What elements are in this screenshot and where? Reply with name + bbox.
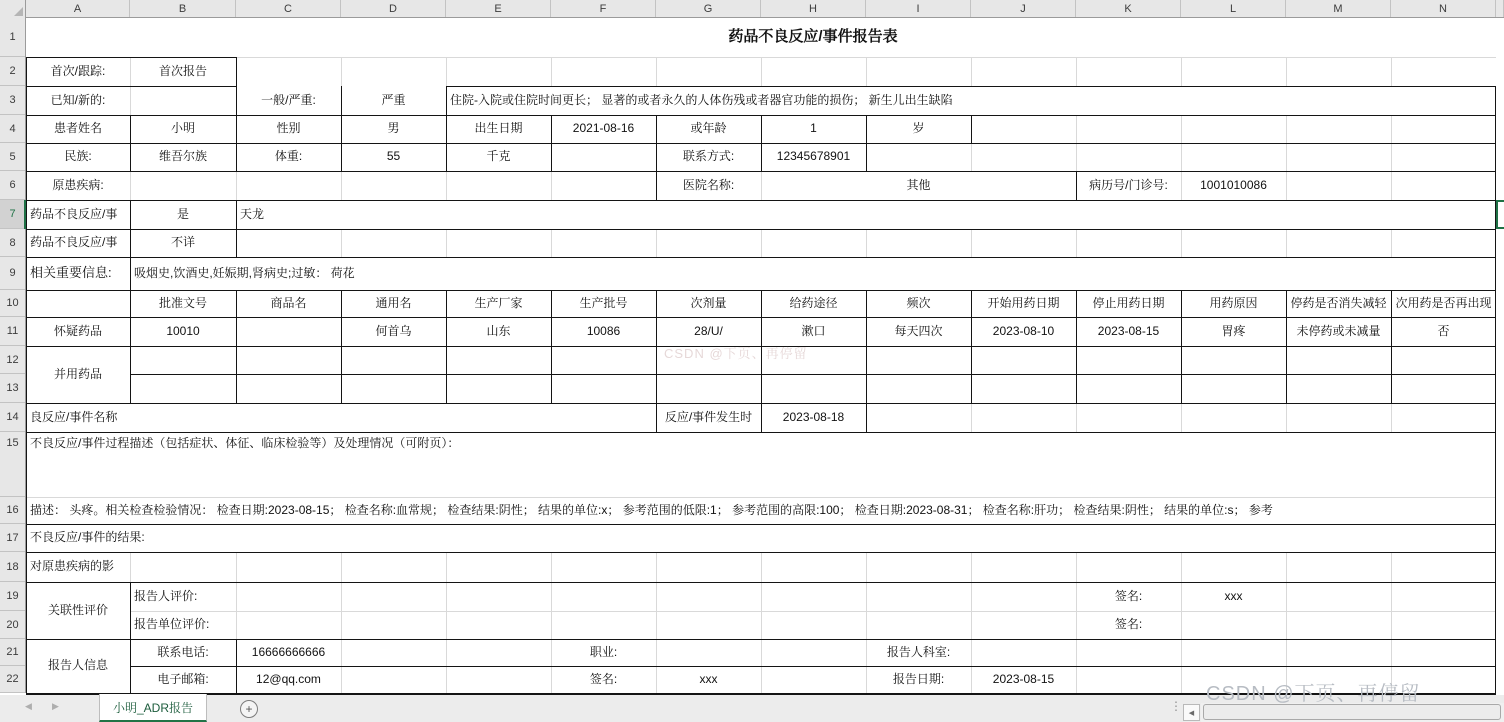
cell-b5-ethnic-value[interactable]: 维吾尔族	[158, 149, 207, 164]
grid-line	[1391, 403, 1392, 432]
cell-b7-adr-yes[interactable]: 是	[176, 206, 189, 221]
horizontal-scrollbar-thumb[interactable]	[1203, 704, 1501, 720]
cell-a9-important-info-label[interactable]: 相关重要信息:	[30, 265, 112, 281]
cell-g6-hospital-label[interactable]: 医院名称:	[682, 177, 735, 192]
cell-a18-original-disease-label[interactable]: 对原患疾病的影	[30, 559, 115, 574]
cell-g4-age-label[interactable]: 或年龄	[690, 121, 727, 136]
grid-line	[1076, 57, 1077, 86]
grid-line	[971, 229, 972, 257]
grid-line	[130, 86, 131, 115]
grid-line	[971, 403, 972, 432]
row-header-12[interactable]: 12	[0, 346, 25, 374]
row-header-1[interactable]: 1	[0, 18, 25, 57]
col-header-m[interactable]: M	[1286, 0, 1391, 17]
tab-splitter-handle[interactable]: ⋮	[1170, 699, 1182, 713]
cell-d10-header[interactable]: 通用名	[375, 295, 412, 310]
grid-line	[1181, 552, 1182, 582]
grid-line	[446, 57, 447, 86]
cell-r17-result-label[interactable]: 不良反应/事件的结果:	[30, 530, 145, 545]
cell-k6-record-label[interactable]: 病历号/门诊号:	[1089, 177, 1168, 192]
sheet-nav-prev-icon[interactable]: ◀	[25, 701, 32, 711]
cell-j22-report-date-value[interactable]: 2023-08-15	[992, 671, 1055, 686]
grid-line	[236, 171, 237, 200]
grid-line	[1391, 171, 1392, 200]
grid-line	[551, 171, 552, 200]
row-header-7-selected[interactable]: 7	[0, 200, 25, 229]
cell-c11-value[interactable]	[236, 317, 341, 346]
cell-e11-value[interactable]: 山东	[486, 323, 511, 338]
cell-f22-sign-label[interactable]: 签名:	[589, 671, 618, 686]
row-header-11[interactable]: 11	[0, 317, 25, 346]
grid-line	[341, 57, 342, 86]
cell-b21-phone-label[interactable]: 联系电话:	[157, 644, 209, 659]
col-header-n[interactable]: N	[1391, 0, 1496, 17]
cell-g22-sign-value[interactable]: xxx	[699, 671, 718, 686]
row-header-18[interactable]: 18	[0, 552, 25, 582]
selected-row-accent	[24, 200, 26, 229]
col-header-b[interactable]: B	[130, 0, 236, 17]
row-header-3[interactable]: 3	[0, 86, 25, 115]
col-header-g[interactable]: G	[656, 0, 761, 17]
cell-i4-age-unit[interactable]: 岁	[912, 121, 925, 136]
col-header-l[interactable]: L	[1181, 0, 1286, 17]
grid-line	[446, 552, 447, 582]
cell-a14-event-name-label[interactable]: 良反应/事件名称	[30, 409, 118, 424]
border-line	[130, 374, 1496, 375]
cell-j11-value[interactable]: 2023-08-10	[992, 323, 1055, 338]
row-header-14[interactable]: 14	[0, 403, 25, 432]
row-header-8[interactable]: 8	[0, 229, 25, 257]
grid-line	[656, 582, 657, 639]
scroll-left-button[interactable]: ◀	[1183, 704, 1200, 721]
border-line	[26, 229, 1496, 230]
cell-f11-value[interactable]: 10086	[586, 323, 621, 338]
grid-line	[1286, 57, 1287, 86]
row-header-5[interactable]: 5	[0, 143, 25, 171]
row-header-19[interactable]: 19	[0, 582, 25, 611]
cell-title[interactable]: 药品不良反应/事件报告表	[728, 28, 898, 46]
cell-k20-sign-label[interactable]: 签名:	[1114, 617, 1143, 632]
grid-line	[971, 582, 972, 639]
row-header-10[interactable]: 10	[0, 290, 25, 317]
cell-f4-birth-date[interactable]: 2021-08-16	[572, 121, 635, 136]
border-line	[26, 552, 1496, 553]
grid-line	[1286, 403, 1287, 432]
select-all-corner[interactable]	[0, 0, 26, 18]
cell-h14-event-time[interactable]: 2023-08-18	[782, 409, 845, 424]
cell-a10-empty[interactable]	[26, 290, 130, 317]
cell-a3-known-new-label[interactable]: 已知/新的:	[50, 92, 106, 107]
grid-line	[446, 171, 447, 200]
grid-line	[341, 229, 342, 257]
cell-k11-value[interactable]: 2023-08-15	[1097, 323, 1160, 338]
cell-a5-ethnic-label[interactable]: 民族:	[64, 149, 92, 164]
cell-b8-adr-unknown[interactable]: 不详	[170, 235, 195, 250]
grid-line	[1076, 552, 1077, 582]
grid-line	[866, 582, 867, 639]
border-line	[971, 115, 972, 143]
grid-line	[761, 229, 762, 257]
cell-i10-header[interactable]: 频次	[906, 295, 931, 310]
col-header-f[interactable]: F	[551, 0, 656, 17]
grid-line	[1391, 552, 1392, 582]
cell-l10-header[interactable]: 用药原因	[1209, 295, 1258, 310]
cell-c22-email-value[interactable]: 12@qq.com	[256, 671, 321, 686]
cell-a4-patient-label[interactable]: 患者姓名	[53, 121, 102, 136]
grid-line	[1076, 403, 1077, 432]
grid-line	[971, 552, 972, 582]
row-header-6[interactable]: 6	[0, 171, 25, 200]
col-header-a[interactable]: A	[26, 0, 130, 17]
cell-d4-gender-value[interactable]: 男	[387, 121, 400, 136]
grid-line	[551, 552, 552, 582]
row-header-13[interactable]: 13	[0, 374, 25, 403]
grid-line	[761, 582, 762, 639]
col-header-k[interactable]: K	[1076, 0, 1181, 17]
cell-i22-report-date-label[interactable]: 报告日期:	[892, 671, 945, 686]
grid-line	[1391, 582, 1392, 639]
column-header-bar	[0, 0, 1504, 18]
cell-b2-first-report[interactable]: 首次报告	[158, 63, 207, 78]
cell-g14-event-time-label[interactable]: 反应/事件发生时	[664, 409, 753, 424]
cell-l19-sign-value[interactable]: xxx	[1224, 588, 1243, 603]
grid-line	[971, 57, 972, 86]
cell-d11-value[interactable]: 何首乌	[375, 323, 412, 338]
cell-m10-header[interactable]: 停药是否消失减轻	[1290, 295, 1387, 310]
cell-c21-phone-value[interactable]: 16666666666	[251, 644, 326, 659]
cell-i11-value[interactable]: 每天四次	[894, 323, 943, 338]
grid-line	[1181, 403, 1182, 432]
grid-line	[866, 552, 867, 582]
grid-line	[446, 229, 447, 257]
cell-a19-evaluation-category[interactable]: 关联性评价	[47, 602, 108, 617]
col-header-d[interactable]: D	[341, 0, 446, 17]
sheet-nav-next-icon[interactable]: ▶	[52, 701, 59, 711]
cell-a6-disease-label[interactable]: 原患疾病:	[52, 177, 104, 192]
cell-h4-age-value[interactable]: 1	[810, 121, 817, 136]
cell-c7-adr-name[interactable]: 天龙	[240, 206, 265, 221]
grid-line	[1391, 229, 1392, 257]
cell-k19-sign-label[interactable]: 签名:	[1114, 588, 1143, 603]
watermark: CSDN @下页、再停留	[1206, 683, 1421, 705]
grid-line	[1391, 57, 1392, 86]
col-header-e[interactable]: E	[446, 0, 551, 17]
cell-b4-patient-name[interactable]: 小明	[170, 121, 195, 136]
cell-h5-contact-value[interactable]: 12345678901	[776, 149, 851, 164]
cell-g11-value[interactable]: 28/U/	[694, 323, 723, 338]
grid-line	[866, 57, 867, 86]
cell-e4-birth-label[interactable]: 出生日期	[474, 121, 523, 136]
grid-line	[1181, 229, 1182, 257]
grid-line	[971, 143, 972, 171]
grid-line	[130, 171, 131, 200]
cell-b19-reporter-eval-label[interactable]: 报告人评价:	[134, 588, 198, 603]
col-header-i[interactable]: I	[866, 0, 971, 17]
cell-d3-severity-value[interactable]: 严重	[381, 92, 406, 107]
cell-r15-process-label[interactable]: 不良反应/事件过程描述（包括症状、体征、临床检验等）及处理情况（可附页）：	[30, 436, 460, 450]
cell-h6-hospital-value[interactable]: 其他	[906, 177, 931, 192]
cell-l6-record-number[interactable]: 1001010086	[1200, 177, 1267, 192]
grid-line	[446, 582, 447, 639]
grid-line	[551, 582, 552, 639]
grid-line	[656, 552, 657, 582]
active-cell-selection-box[interactable]	[1496, 200, 1504, 229]
grid-line	[761, 552, 762, 582]
grid-line	[1286, 582, 1287, 639]
row-header-15[interactable]: 15	[0, 432, 25, 497]
grid-line	[1286, 171, 1287, 200]
row-header-21[interactable]: 21	[0, 639, 25, 666]
grid-line	[341, 552, 342, 582]
cell-a2-first-track-label[interactable]: 首次/跟踪:	[50, 63, 106, 78]
col-header-c[interactable]: C	[236, 0, 341, 17]
cell-g5-contact-label[interactable]: 联系方式:	[682, 149, 735, 164]
cell-j10-header[interactable]: 开始用药日期	[987, 295, 1060, 310]
grid-line	[236, 552, 237, 582]
col-header-h[interactable]: H	[761, 0, 866, 17]
row-header-20[interactable]: 20	[0, 611, 25, 639]
cell-m11-value[interactable]: 未停药或未减量	[1296, 323, 1381, 338]
cell-a21-reporter-info-category[interactable]: 报告人信息	[47, 658, 108, 673]
row-header-22[interactable]: 22	[0, 666, 25, 693]
cell-e5-weight-unit[interactable]: 千克	[486, 149, 511, 164]
sheet-tab-active[interactable]: 小明_ADR报告	[99, 694, 207, 722]
cell-c3-severity-label[interactable]: 一般/严重:	[261, 92, 316, 107]
cell-e10-header[interactable]: 生产厂家	[474, 295, 523, 310]
cell-b11-value[interactable]: 10010	[166, 323, 200, 338]
border-line	[1495, 86, 1496, 693]
cell-a12-concomitant-drug[interactable]: 并用药品	[53, 366, 102, 381]
grid-line	[1286, 229, 1287, 257]
cell-n11-value[interactable]: 否	[1437, 323, 1450, 338]
cell-c5-weight-label[interactable]: 体重:	[274, 149, 303, 164]
col-header-j[interactable]: J	[971, 0, 1076, 17]
cell-h10-header[interactable]: 给药途径	[789, 295, 838, 310]
cell-a8-adr-label[interactable]: 药品不良反应/事	[30, 235, 118, 250]
grid-line	[341, 171, 342, 200]
cell-c10-header[interactable]: 商品名	[270, 295, 307, 310]
grid-line	[1181, 57, 1182, 86]
row-header-4[interactable]: 4	[0, 115, 25, 143]
add-sheet-button[interactable]: +	[240, 700, 258, 718]
grid-line	[656, 229, 657, 257]
row-header-2[interactable]: 2	[0, 57, 25, 86]
cell-b20-unit-eval-label[interactable]: 报告单位评价:	[134, 617, 210, 632]
grid-line	[866, 229, 867, 257]
cell-b9-important-info-value[interactable]: 吸烟史,饮酒史,妊娠期,肾病史;过敏： 荷花	[134, 265, 355, 280]
row-header-17[interactable]: 17	[0, 524, 25, 552]
row-header-9[interactable]: 9	[0, 257, 25, 290]
grid-line	[1286, 552, 1287, 582]
grid-line	[551, 229, 552, 257]
cell-l11-value[interactable]: 胃疼	[1221, 323, 1246, 338]
grid-line	[1076, 229, 1077, 257]
row-header-bar	[0, 18, 26, 693]
cell-d5-weight-value[interactable]: 55	[386, 149, 401, 164]
col-header-o-partial[interactable]	[1496, 0, 1504, 17]
cell-e3-severity-note[interactable]: 住院-入院或住院时间更长； 显著的或者永久的人体伤残或者器官功能的损伤； 新生儿出生缺陷	[450, 92, 953, 107]
cell-c4-gender-label[interactable]: 性别	[276, 121, 301, 136]
grid-line	[130, 552, 131, 582]
row-header-16[interactable]: 16	[0, 497, 25, 524]
cell-r16-description[interactable]: 描述： 头疼。相关检查检验情况： 检查日期:2023-08-15； 检查名称:血常规； 检查结果:阴性； 结果的单位:x； 参考范围的低限:1； 参考范围的高限:100； 检查日期:2023-08-31； 检查名称:肝功； 检查结果:阴性； 结果的单位:s； 参考	[30, 502, 1273, 517]
grid-line	[551, 57, 552, 86]
cell-k10-header[interactable]: 停止用药日期	[1092, 295, 1165, 310]
cell-a7-adr-label[interactable]: 药品不良反应/事	[30, 206, 118, 221]
cell-f21-job-label[interactable]: 职业:	[589, 644, 618, 659]
select-all-triangle-icon	[14, 7, 23, 16]
grid-line	[341, 582, 342, 639]
cell-b10-header[interactable]: 批准文号	[158, 295, 207, 310]
cell-f10-header[interactable]: 生产批号	[579, 295, 628, 310]
grid-line	[761, 57, 762, 86]
cell-i21-dept-label[interactable]: 报告人科室:	[886, 644, 951, 659]
cell-b22-email-label[interactable]: 电子邮箱:	[157, 671, 209, 686]
cell-n10-header[interactable]: 次用药是否再出现	[1395, 295, 1492, 310]
watermark: CSDN @下页、再停留	[664, 346, 808, 361]
cell-g10-header[interactable]: 次剂量	[690, 295, 727, 310]
cell-h11-value[interactable]: 漱口	[801, 323, 826, 338]
cell-a11-suspect-drug[interactable]: 怀疑药品	[53, 323, 102, 338]
grid-line	[656, 57, 657, 86]
